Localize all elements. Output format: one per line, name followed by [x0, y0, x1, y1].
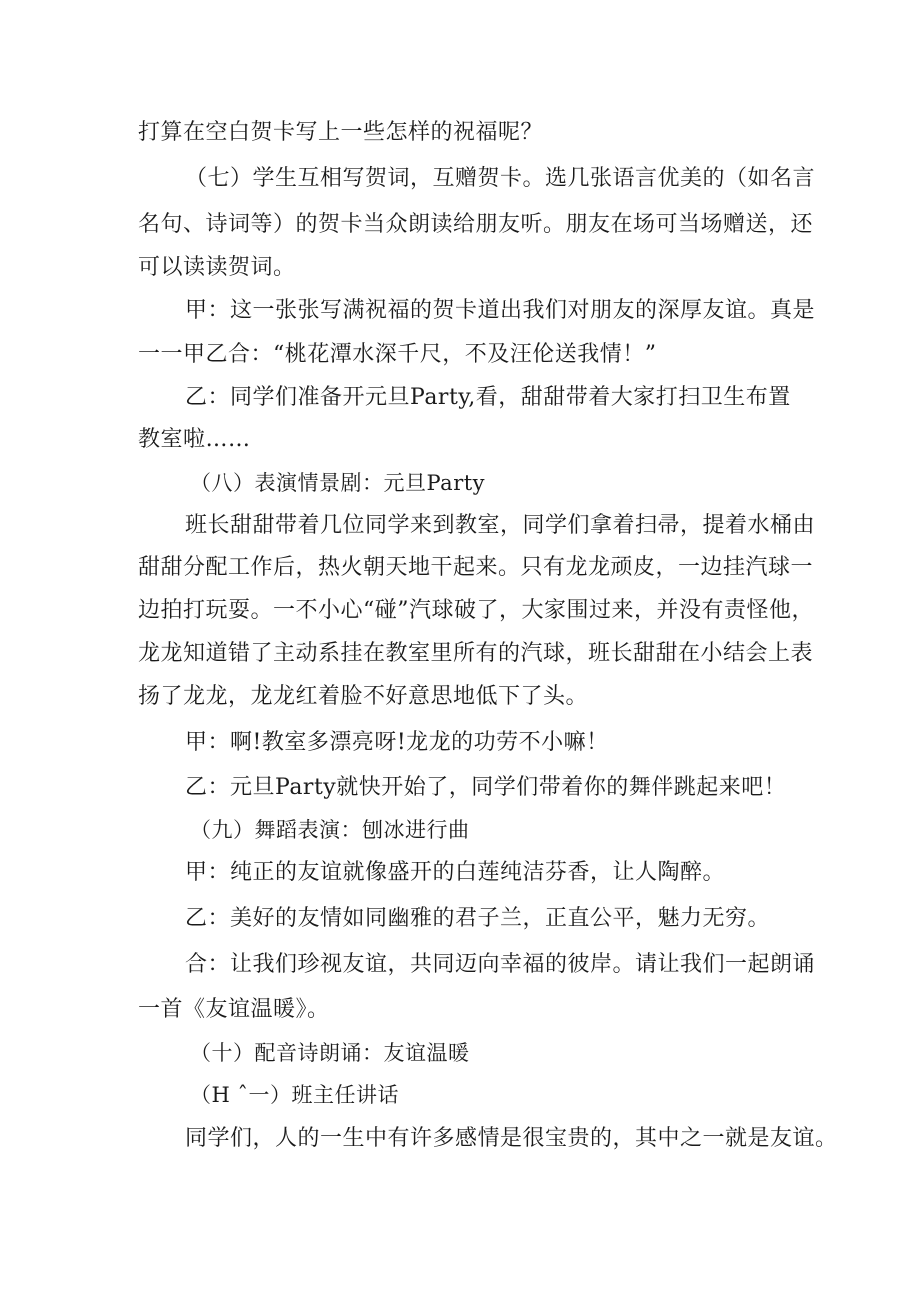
text-line: 甲：啊!教室多漂亮呀!龙龙的功劳不小嘛！	[185, 730, 609, 755]
text-line: 乙：元旦Party就快开始了，同学们带着你的舞伴跳起来吧！	[185, 775, 787, 800]
text-line: 边拍打玩耍。一不小心“碰”汽球破了，大家围过来，并没有责怪他，	[138, 598, 814, 623]
text-line: 乙：同学们准备开元旦Party,看，甜甜带着大家打扫卫生布置	[185, 385, 791, 410]
text-line: 教室啦……	[138, 427, 251, 452]
text-line: 甲：这一张张写满祝福的贺卡道出我们对朋友的深厚友谊。真是	[185, 298, 816, 323]
section-heading: （H ˆ一）班主任讲话	[190, 1083, 399, 1107]
text-line: 龙龙知道错了主动系挂在教室里所有的汽球，班长甜甜在小结会上表	[138, 641, 814, 666]
section-heading: （十）配音诗朗诵：友谊温暖	[190, 1041, 470, 1065]
text-line: 打算在空白贺卡写上一些怎样的祝福呢？	[138, 120, 544, 145]
text-line: 甜甜分配工作后，热火朝天地干起来。只有龙龙顽皮，一边挂汽球一	[138, 555, 814, 580]
section-heading: （九）舞蹈表演：刨冰进行曲	[190, 818, 470, 842]
text-line: 班长甜甜带着几位同学来到教室，同学们拿着扫帚，提着水桶由	[185, 513, 816, 538]
text-line: 名句、诗词等）的贺卡当众朗读给朋友听。朋友在场可当场赠送，还	[138, 212, 814, 237]
text-line: 合：让我们珍视友谊，共同迈向幸福的彼岸。请让我们一起朗诵	[185, 952, 816, 977]
text-line: 一一甲乙合：“桃花潭水深千尺，不及汪伦送我情！”	[138, 342, 657, 367]
text-line: 一首《友谊温暖》。	[138, 997, 330, 1022]
section-heading: （八）表演情景剧：元旦Party	[190, 471, 486, 495]
text-line: 扬了龙龙，龙龙红着脸不好意思地低下了头。	[138, 684, 589, 709]
text-line: 同学们，人的一生中有许多感情是很宝贵的，其中之一就是友谊。	[185, 1126, 838, 1151]
text-line: 乙：美好的友情如同幽雅的君子兰，正直公平，魅力无穷。	[185, 906, 771, 931]
text-line: （七）学生互相写贺词，互赠贺卡。选几张语言优美的（如名言	[185, 166, 816, 191]
text-line: 可以读读贺词。	[138, 255, 296, 280]
text-line: 甲：纯正的友谊就像盛开的白莲纯洁芬香，让人陶醉。	[185, 860, 726, 885]
